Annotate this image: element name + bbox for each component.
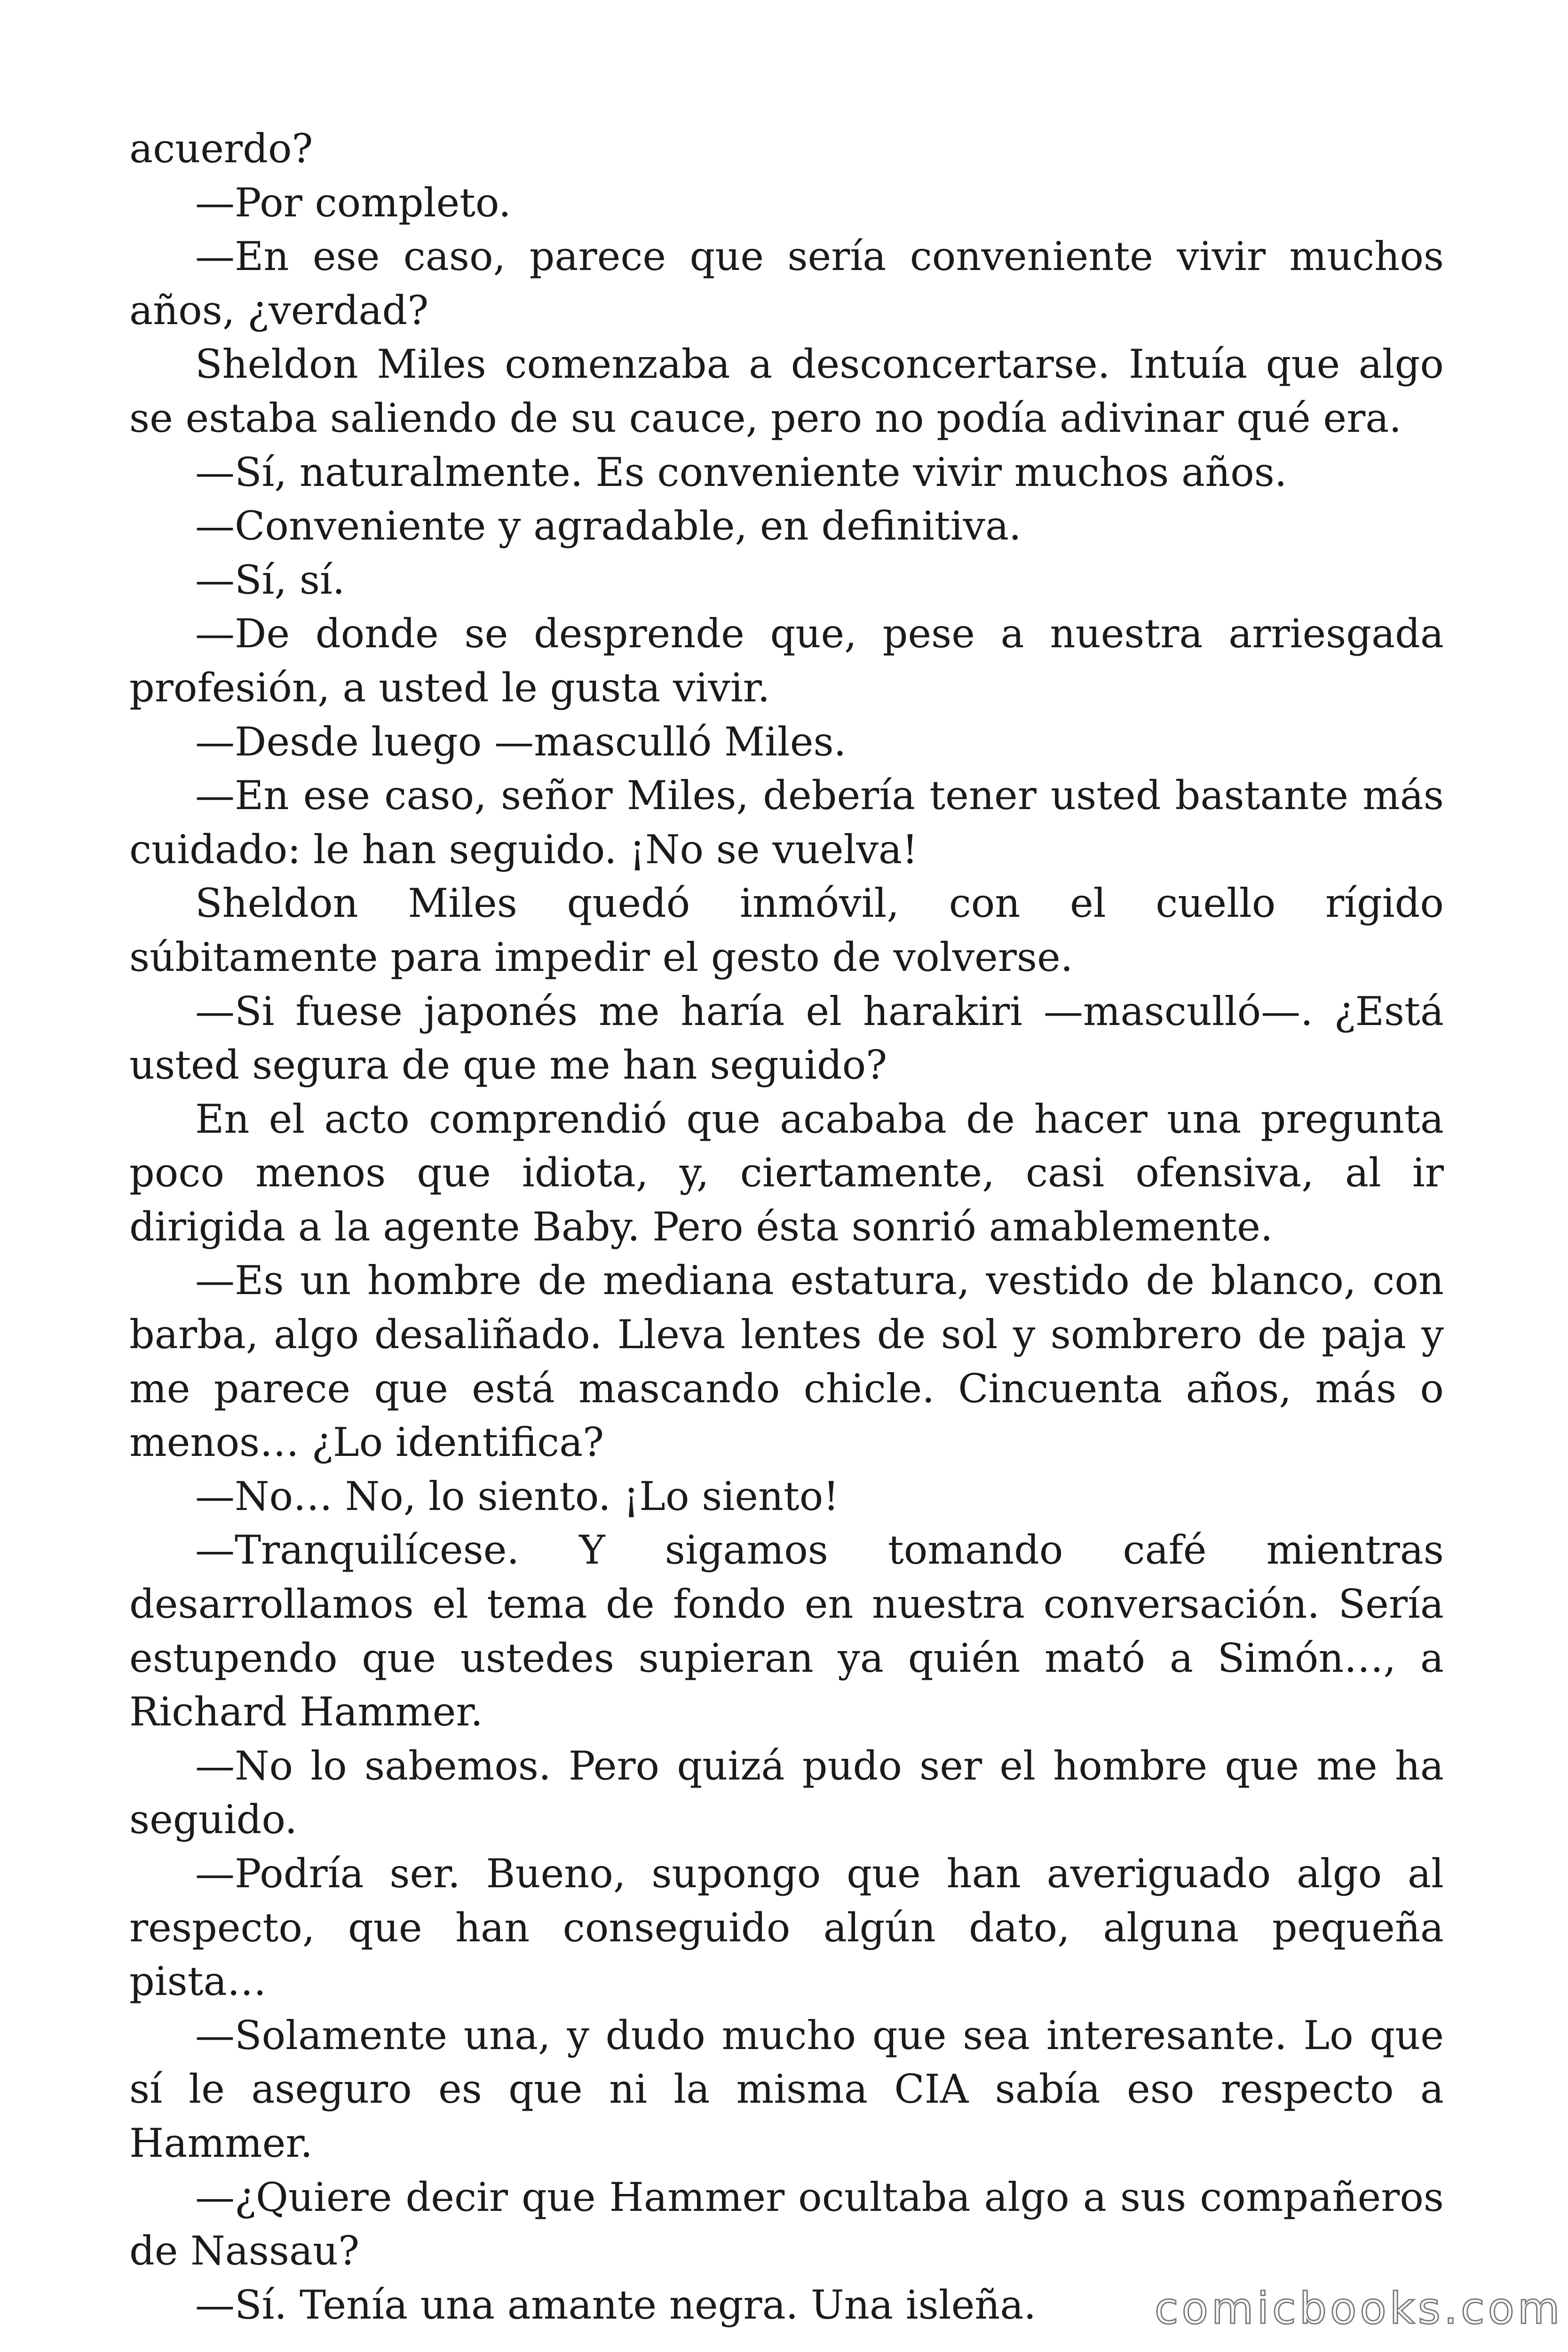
body-text xyxy=(129,122,1444,2332)
paragraph: —Sí, naturalmente. Es conveniente vivir muchos años. xyxy=(195,449,1287,495)
paragraph: —Sí, sí. xyxy=(195,556,345,603)
paragraph: —Es un hombre de mediana estatura, vestido de blanco, con barba, algo desaliñado. Lleva lentes de sol y sombrero de paja y me parece que está mascando chicle. Cincuenta años, más o menos… ¿Lo identifica? xyxy=(129,1257,1444,1466)
paragraph: —De donde se desprende que, pese a nuestra arriesgada profesión, a usted le gusta vivir. xyxy=(129,611,1444,711)
paragraph: —¿Quiere decir que Hammer ocultaba algo a sus compañeros de Nassau? xyxy=(129,2174,1444,2274)
paragraph: Sheldon Miles comenzaba a desconcertarse. Intuía que algo se estaba saliendo de su cauce, pero no podía adivinar qué era. xyxy=(129,341,1444,441)
paragraph: —Tranquilícese. Y sigamos tomando café mientras desarrollamos el tema de fondo en nuestra conversación. Sería estupendo que ustedes supieran ya quién mató a Simón…, a Richard Hammer. xyxy=(129,1527,1444,1735)
watermark: comicbooks.com xyxy=(1155,2283,1563,2334)
paragraph: En el acto comprendió que acababa de hacer una pregunta poco menos que idiota, y, ciertamente, casi ofensiva, al ir dirigida a la agente Baby. Pero ésta sonrió amablemente. xyxy=(129,1096,1444,1250)
paragraph: —Podría ser. Bueno, supongo que han averiguado algo al respecto, que han conseguido algún dato, alguna pequeña pista… xyxy=(129,1851,1444,2005)
paragraph: —No… No, lo siento. ¡Lo siento! xyxy=(195,1473,839,1519)
paragraph: —Desde luego —masculló Miles. xyxy=(195,718,847,765)
paragraph: —En ese caso, señor Miles, debería tener usted bastante más cuidado: le han seguido. ¡No se vuelva! xyxy=(129,772,1444,873)
paragraph: acuerdo? xyxy=(129,126,313,172)
paragraph: —Solamente una, y dudo mucho que sea interesante. Lo que sí le aseguro es que ni la misma CIA sabía eso respecto a Hammer. xyxy=(129,2012,1444,2166)
paragraph: Sheldon Miles quedó inmóvil, con el cuello rígido súbitamente para impedir el gesto de volverse. xyxy=(129,880,1444,980)
paragraph: —Sí. Tenía una amante negra. Una isleña. xyxy=(195,2281,1037,2328)
paragraph: —Conveniente y agradable, en definitiva. xyxy=(195,503,1022,549)
paragraph: —En ese caso, parece que sería conveniente vivir muchos años, ¿verdad? xyxy=(129,233,1444,334)
paragraph: —No lo sabemos. Pero quizá pudo ser el hombre que me ha seguido. xyxy=(129,1742,1444,1843)
paragraph: —Por completo. xyxy=(195,179,511,226)
paragraph: —Si fuese japonés me haría el harakiri —masculló—. ¿Está usted segura de que me han seguido? xyxy=(129,988,1444,1089)
